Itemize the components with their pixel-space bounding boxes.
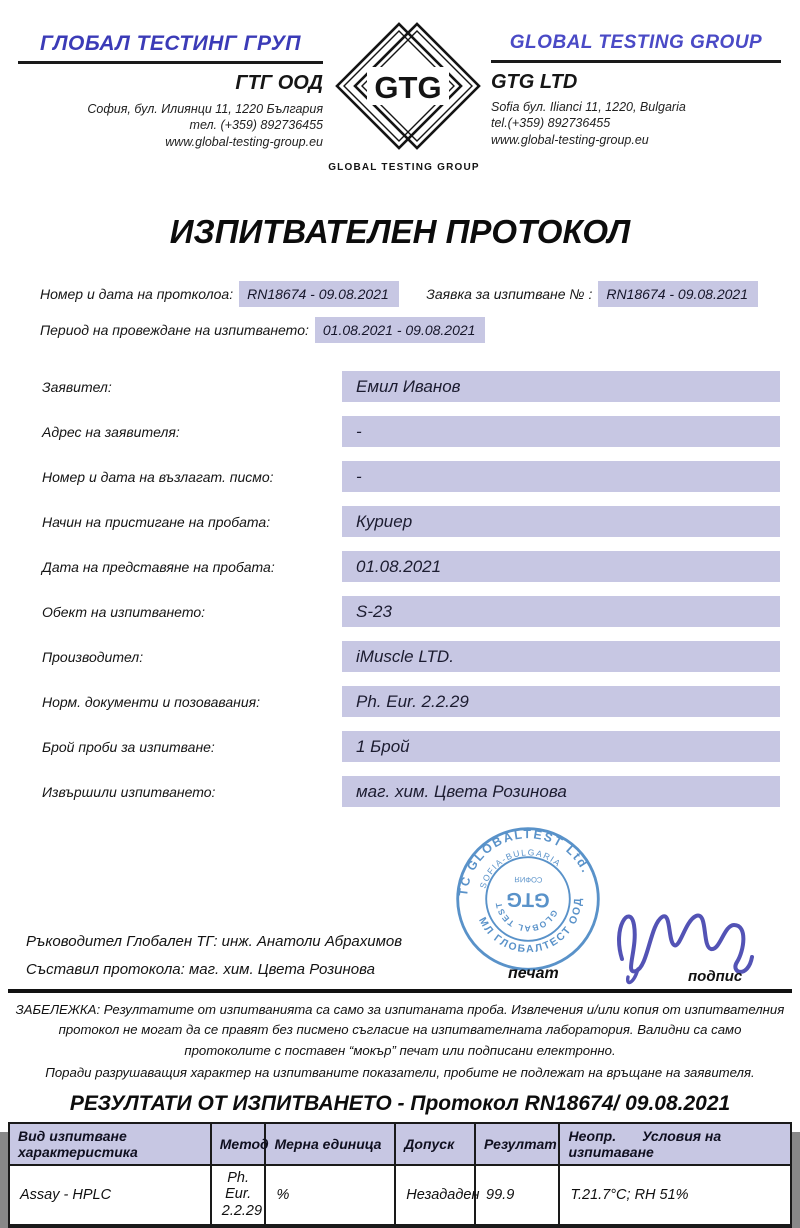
company-name-bg: ГТГ ООД (235, 72, 323, 94)
company-title-bg: ГЛОБАЛ ТЕСТИНГ ГРУП (39, 32, 302, 55)
cell-unit: % (265, 1165, 395, 1226)
manager-signoff-line: Ръководител Глобален ТГ: инж. Анатоли Абрахимов (26, 933, 403, 950)
field-label: Обект на изпитването: (42, 603, 205, 620)
request-number-value: RN18674 - 09.08.2021 (598, 281, 758, 307)
field-row-test-object (42, 596, 780, 627)
stamp-center-monogram: GTG (506, 887, 550, 911)
field-label: Начин на пристигане на пробата: (42, 513, 271, 530)
stamp-ring-bottom-text: МЛ ГЛОБАЛТЕСТ ООД (476, 896, 585, 956)
stamp-center-city: СОФИЯ (514, 874, 543, 885)
field-value: - (342, 461, 780, 492)
field-row-performed-by (42, 776, 780, 807)
page-title: ИЗПИТВАТЕЛЕН ПРОТОКОЛ (169, 213, 631, 250)
cell-tolerance: Незададен (395, 1165, 475, 1226)
header-divider-right (491, 60, 781, 63)
company-stamp-icon (438, 809, 618, 989)
field-row-sample-date (42, 551, 780, 582)
period-label: Период на провеждане на изпитването: (40, 322, 309, 338)
field-label: Извършили изпитването: (42, 783, 216, 800)
field-row-sample-count (42, 731, 780, 762)
col-header-uncertainty: Неопр. (568, 1127, 617, 1144)
cell-result: 99.9 (475, 1165, 559, 1226)
field-row-normative-documents (42, 686, 780, 717)
protocol-number-value: RN18674 - 09.08.2021 (239, 281, 399, 307)
field-row-assignment-letter (42, 461, 780, 492)
period-meta-row (40, 317, 758, 343)
website-line: www.global-testing-group.eu (165, 134, 323, 149)
field-value: маг. хим. Цвета Розинова (342, 776, 780, 807)
form-fields (0, 371, 800, 807)
field-label: Номер и дата на възлагат. писмо: (42, 468, 274, 485)
address-line: София, бул. Илиянци 11, 1220 България (87, 102, 323, 116)
stamp-label: печат (508, 965, 559, 982)
field-value: S-23 (342, 596, 780, 627)
cell-conditions: T.21.7°C; RH 51% (559, 1165, 791, 1226)
signature-label: подпис (688, 968, 743, 985)
gtg-logo (329, 14, 479, 181)
signoff-area (0, 821, 800, 989)
field-row-sample-arrival (42, 506, 780, 537)
section-divider (8, 989, 792, 993)
field-label: Норм. документи и позовавания: (42, 693, 261, 710)
logo-monogram: GTG (374, 70, 442, 105)
phone-line: tel.(+359) 892736455 (491, 116, 611, 131)
field-value: 1 Брой (342, 731, 780, 762)
note-paragraph-2: Поради разрушаващия характер на изпитваните показатели, пробите не подлежат на връщане на заявителя. (45, 1065, 755, 1081)
results-section-title: РЕЗУЛТАТИ ОТ ИЗПИТВАНЕТО - Протокол RN18674/ 09.08.2021 (69, 1091, 731, 1115)
col-header-result: Резултат (475, 1123, 559, 1165)
field-label: Брой проби за изпитване: (42, 738, 215, 755)
field-label: Производител: (42, 648, 144, 665)
col-header-method: Метод (211, 1123, 266, 1165)
disclaimer-note (14, 1000, 786, 1084)
field-label: Заявител: (42, 378, 112, 395)
results-table (8, 1122, 792, 1228)
field-value: - (342, 416, 780, 447)
header-divider-left (18, 61, 323, 64)
protocol-meta-row (40, 281, 758, 307)
field-value: Емил Иванов (342, 371, 780, 402)
protocol-number-label: Номер и дата на протколоа: (40, 286, 234, 302)
field-value: 01.08.2021 (342, 551, 780, 582)
letterhead (0, 0, 800, 181)
note-paragraph-1: ЗАБЕЛЕЖКА: Резултатите от изпитванията са само за изпитаната проба. Извлечения и/или копия от изпитвателния протокол не могат да се правят без писмено съгласие на изпитвателната лаборатория. Валидни са само протоколите с поставен “мокър” печат или подписани електронно. (15, 1002, 785, 1058)
field-row-manufacturer (42, 641, 780, 672)
company-address-en (491, 99, 781, 148)
stamp-ring-inner-text: SOFIA-BULGARIA (477, 847, 564, 890)
results-table-row (9, 1165, 791, 1226)
phone-line: тел. (+359) 892736455 (189, 118, 323, 133)
cell-characteristic: Assay - HPLC (9, 1165, 211, 1226)
period-value: 01.08.2021 - 09.08.2021 (315, 317, 486, 343)
field-value: Куриер (342, 506, 780, 537)
address-line: Sofia бул. Ilianci 11, 1220, Bulgaria (491, 100, 686, 114)
gtg-logo-icon (329, 14, 479, 176)
col-header-unit: Мерна единица (265, 1123, 395, 1165)
col-header-conditions: Условия на изпитаване (568, 1127, 722, 1160)
field-label: Дата на представяне на пробата: (42, 558, 275, 575)
col-header-characteristic: Вид изпитване характеристика (9, 1123, 211, 1165)
logo-caption: GLOBAL TESTING GROUP (328, 162, 480, 173)
website-line: www.global-testing-group.eu (491, 132, 649, 147)
company-address-bg (18, 101, 323, 150)
request-number-label: Заявка за изпитване № : (426, 286, 593, 302)
results-table-header-row (9, 1123, 791, 1165)
letterhead-bulgarian (18, 14, 323, 150)
company-name-en: GTG LTD (491, 71, 578, 93)
field-row-applicant-address (42, 416, 780, 447)
letterhead-english (491, 14, 781, 148)
col-header-tolerance: Допуск (395, 1123, 475, 1165)
cell-method: Ph. Eur. 2.2.29 (211, 1165, 266, 1226)
field-row-applicant (42, 371, 780, 402)
field-label: Адрес на заявителя: (42, 423, 180, 440)
col-header-uncertainty-conditions (559, 1123, 791, 1165)
field-value: iMuscle LTD. (342, 641, 780, 672)
stamp-ring-top-text: TC GLOBALTEST Ltd. (456, 827, 594, 897)
compiler-signoff-line: Съставил протокола: маг. хим. Цвета Розинова (26, 961, 375, 978)
company-title-en: GLOBAL TESTING GROUP (509, 32, 763, 53)
field-value: Ph. Eur. 2.2.29 (342, 686, 780, 717)
stamp-center-arc-text: GLOBAL TEST (493, 900, 560, 934)
